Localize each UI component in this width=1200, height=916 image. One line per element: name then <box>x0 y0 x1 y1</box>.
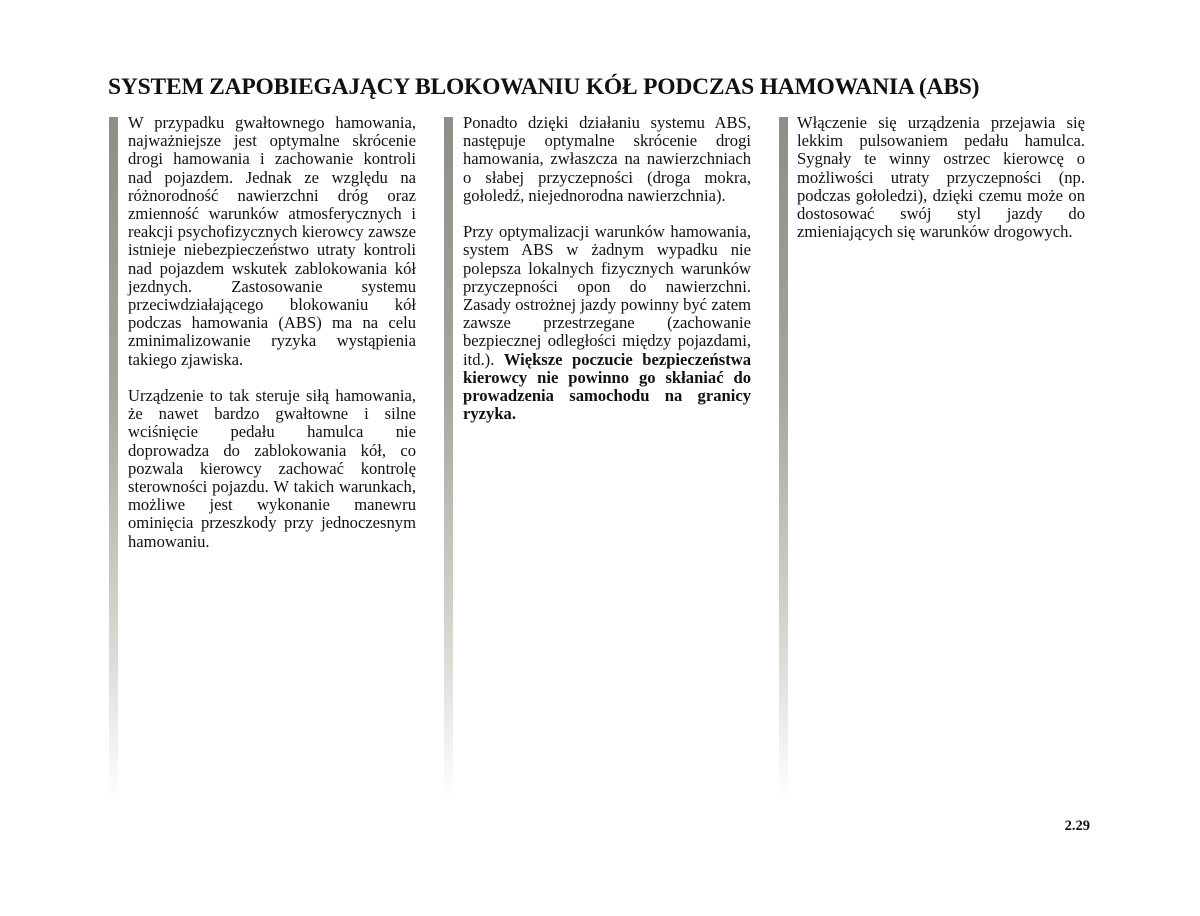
column-3-paragraph-1: Włączenie się urządzenia przejawia się lekkim pulsowaniem pedału hamulca. Sygnały te winny ostrzec kierowcę o możliwości utraty przyczepności (np. podczas gołoledzi), dzięki czemu może on dostosować swój styl jazdy do zmieniających się warunków drogowych. <box>797 113 1085 242</box>
text-column-2 <box>463 114 751 442</box>
column-3-sidebar-bar <box>779 117 788 802</box>
column-1-sidebar-bar <box>109 117 118 802</box>
column-1-paragraph-2: Urządzenie to tak steruje siłą hamowania, że nawet bardzo gwałtowne i silne wciśnięcie pedału hamulca nie doprowadza do zablokowania kół, co pozwala kierowcy zachować kontrolę sterowności pojazdu. W takich warunkach, możliwe jest wykonanie manewru ominięcia przeszkody przy jednoczesnym hamowaniu. <box>128 386 416 551</box>
column-2-paragraph-2-normal-text: Przy optymalizacji warunków hamowania, system ABS w żadnym wypadku nie polepsza lokalnych fizycznych warunków przyczepności opon do nawierzchni. Zasady ostrożnej jazdy powinny być zatem zawsze przestrzegane (zachowanie bezpiecznej odległości między pojazdami, itd.). <box>463 222 751 369</box>
text-column-1 <box>128 114 416 569</box>
column-2-paragraph-1: Ponadto dzięki działaniu systemu ABS, następuje optymalne skrócenie drogi hamowania, zwłaszcza na nawierzchniach o słabej przyczepności (droga mokra, gołoledź, niejednorodna nawierzchnia). <box>463 113 751 205</box>
column-2-warning-bold-text: Większe poczucie bezpieczeństwa kierowcy nie powinno go skłaniać do prowadzenia samochodu na granicy ryzyka. <box>463 349 751 424</box>
column-1-paragraph-1: W przypadku gwałtownego hamowania, najważniejsze jest optymalne skrócenie drogi hamowania i zachowanie kontroli nad pojazdem. Jednak ze względu na różnorodność nawierzchni dróg oraz zmienność warunków atmosferycznych i reakcji psychofizycznych kierowcy zawsze istnieje niebezpieczeństwo utraty kontroli nad pojazdem wskutek zablokowania kół jezdnych. Zastosowanie systemu przeciwdziałającego blokowaniu kół podczas hamowania (ABS) ma na celu zminimalizowanie ryzyka wystąpienia takiego zjawiska. <box>128 113 416 369</box>
page-title: SYSTEM ZAPOBIEGAJĄCY BLOKOWANIU KÓŁ PODCZAS HAMOWANIA (ABS) <box>108 74 980 100</box>
column-2-sidebar-bar <box>444 117 453 802</box>
page-number: 2.29 <box>1064 818 1090 834</box>
column-2-paragraph-2 <box>463 223 751 423</box>
text-column-3 <box>797 114 1085 260</box>
